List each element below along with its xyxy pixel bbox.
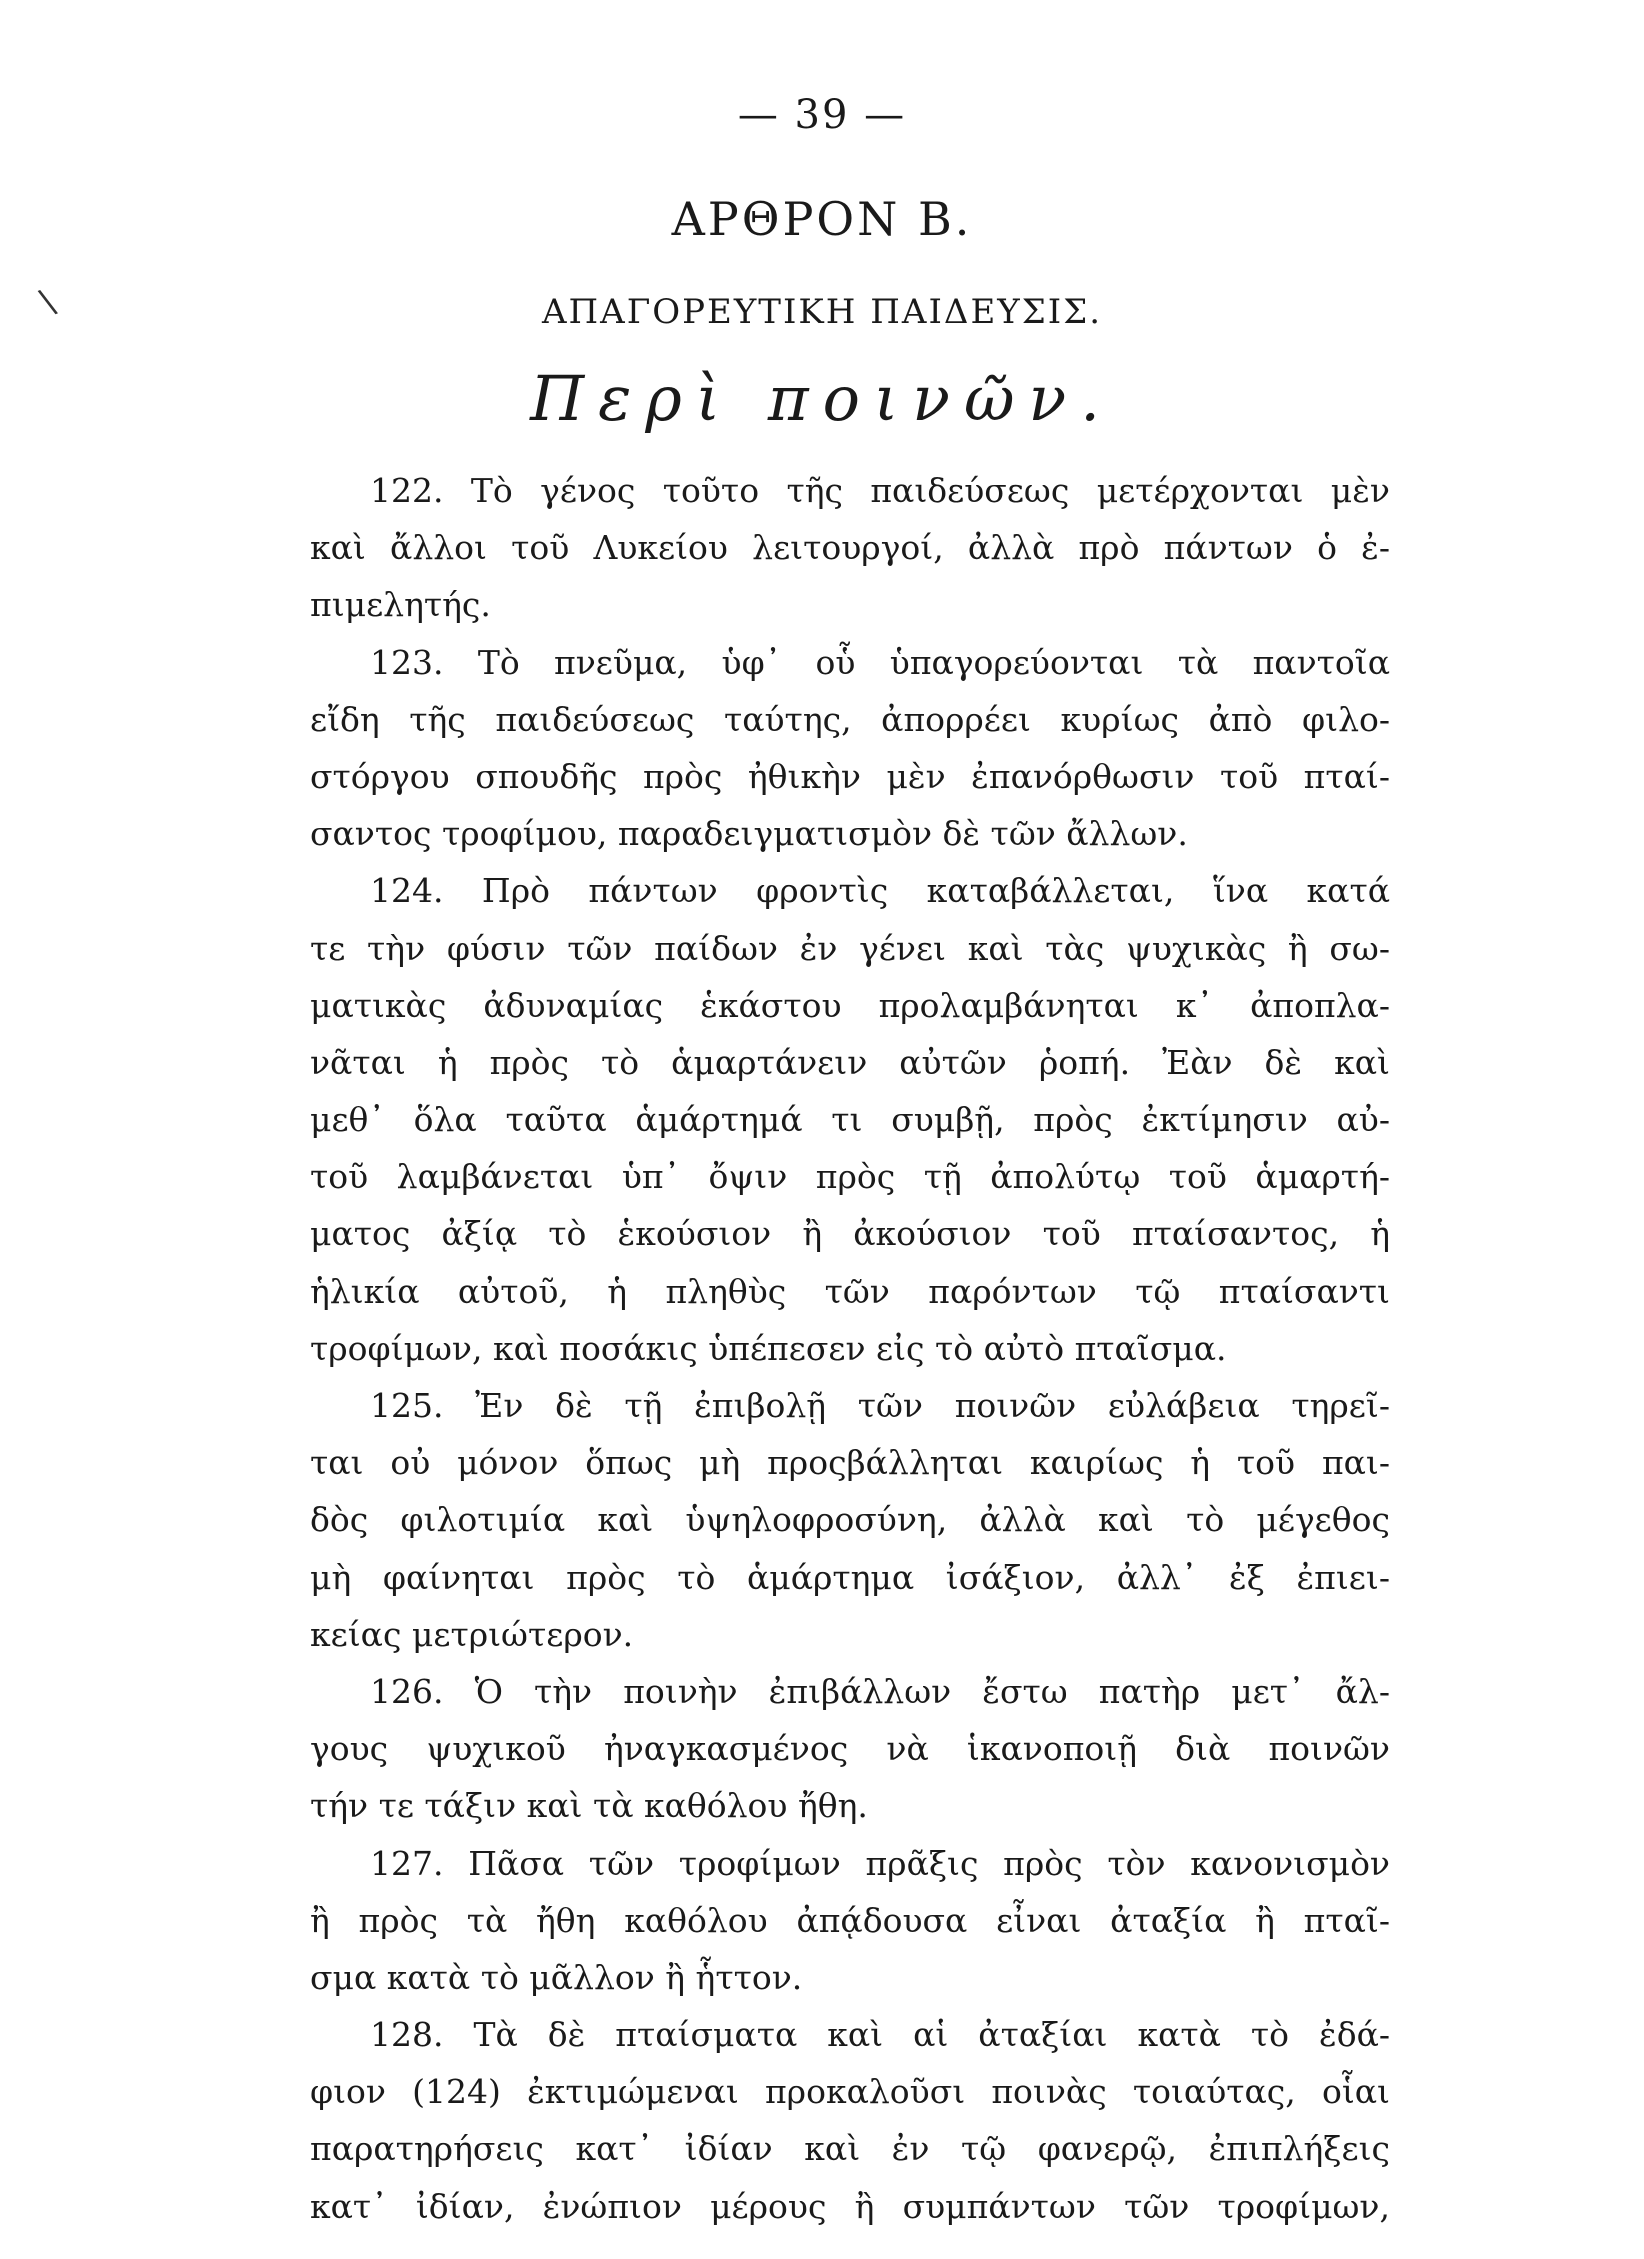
text-line: τροφίμων, καὶ ποσάκις ὑπέπεσεν εἰς τὸ αὐτὸ πταῖσμα. bbox=[310, 1328, 1227, 1368]
text-line: κείας μετριώτερον. bbox=[310, 1614, 634, 1654]
text-line: 128. Τὰ δὲ πταίσματα καὶ αἱ ἀταξίαι κατὰ τὸ ἐδά- bbox=[370, 2015, 1390, 2055]
text-line: εἴδη τῆς παιδεύσεως ταύτης, ἀπορρέει κυρίως ἀπὸ φιλο- bbox=[310, 699, 1390, 739]
text-line: τε τὴν φύσιν τῶν παίδων ἐν γένει καὶ τὰς ψυχικὰς ἢ σω- bbox=[310, 928, 1390, 968]
text-line: ται οὐ μόνον ὅπως μὴ προςβάλληται καιρίως ἡ τοῦ παι- bbox=[310, 1443, 1390, 1483]
text-line: ἡλικία αὐτοῦ, ἡ πληθὺς τῶν παρόντων τῷ πταίσαντι bbox=[310, 1271, 1390, 1311]
subject-title: Περὶ ποινῶν. bbox=[530, 362, 1114, 435]
text-line: ἢ πρὸς τὰ ἤθη καθόλου ἀπᾴδουσα εἶναι ἀταξία ἢ πταῖ- bbox=[310, 1900, 1390, 1940]
text-line: μεθ᾽ ὅλα ταῦτα ἁμάρτημά τι συμβῇ, πρὸς ἐκτίμησιν αὐ- bbox=[310, 1100, 1390, 1140]
text-line: 127. Πᾶσα τῶν τροφίμων πρᾶξις πρὸς τὸν κανονισμὸν bbox=[370, 1843, 1390, 1883]
text-line: ματικὰς ἀδυναμίας ἑκάστου προλαμβάνηται κ᾽ ἀποπλα- bbox=[310, 985, 1390, 1025]
text-line: παρατηρήσεις κατ᾽ ἰδίαν καὶ ἐν τῷ φανερῷ, ἐπιπλήξεις bbox=[310, 2129, 1390, 2169]
stray-ink-mark: \ bbox=[35, 281, 60, 323]
text-line: καὶ ἄλλοι τοῦ Λυκείου λειτουργοί, ἀλλὰ πρὸ πάντων ὁ ἐ- bbox=[310, 528, 1390, 568]
text-line: 122. Τὸ γένος τοῦτο τῆς παιδεύσεως μετέρχονται μὲν bbox=[370, 471, 1390, 510]
text-line: 126. Ὁ τὴν ποινὴν ἐπιβάλλων ἔστω πατὴρ μετ᾽ ἄλ- bbox=[370, 1671, 1390, 1711]
section-title: ΑΠΑΓΟΡΕΥΤΙΚΗ ΠΑΙΔΕΥΣΙΣ. bbox=[541, 292, 1103, 332]
text-line: πιμελητής. bbox=[310, 585, 491, 625]
text-line: γους ψυχικοῦ ἠναγκασμένος νὰ ἱκανοποιῇ διὰ ποινῶν bbox=[310, 1729, 1390, 1769]
text-line: στόργου σπουδῆς πρὸς ἠθικὴν μὲν ἐπανόρθωσιν τοῦ πταί- bbox=[310, 756, 1390, 796]
text-line: τοῦ λαμβάνεται ὑπ᾽ ὄψιν πρὸς τῇ ἀπολύτῳ τοῦ ἁμαρτή- bbox=[310, 1157, 1390, 1197]
text-line: νᾶται ἡ πρὸς τὸ ἁμαρτάνειν αὐτῶν ῥοπή. Ἐὰν δὲ καὶ bbox=[310, 1042, 1390, 1082]
text-line: 124. Πρὸ πάντων φροντὶς καταβάλλεται, ἵνα κατά bbox=[370, 871, 1390, 911]
body-text bbox=[310, 462, 1390, 2235]
text-line: σμα κατὰ τὸ μᾶλλον ἢ ἧττον. bbox=[310, 1957, 803, 1997]
article-title: ΑΡΘΡΟΝ Β. bbox=[671, 192, 973, 246]
text-line: 123. Τὸ πνεῦμα, ὑφ᾽ οὗ ὑπαγορεύονται τὰ παντοῖα bbox=[370, 642, 1390, 682]
page-number: — 39 — bbox=[737, 92, 907, 138]
text-line: δὸς φιλοτιμία καὶ ὑψηλοφροσύνη, ἀλλὰ καὶ τὸ μέγεθος bbox=[310, 1500, 1390, 1540]
text-line: μὴ φαίνηται πρὸς τὸ ἁμάρτημα ἰσάξιον, ἀλλ᾽ ἐξ ἐπιει- bbox=[310, 1557, 1390, 1597]
text-line: τήν τε τάξιν καὶ τὰ καθόλου ἤθη. bbox=[310, 1786, 868, 1826]
text-line: 125. Ἐν δὲ τῇ ἐπιβολῇ τῶν ποινῶν εὐλάβεια τηρεῖ- bbox=[370, 1386, 1390, 1425]
text-line: ματος ἀξίᾳ τὸ ἑκούσιον ἢ ἀκούσιον τοῦ πταίσαντος, ἡ bbox=[310, 1214, 1390, 1254]
text-line: φιον (124) ἐκτιμώμεναι προκαλοῦσι ποινὰς τοιαύτας, οἷαι bbox=[310, 2072, 1390, 2112]
text-line: σαντος τροφίμου, παραδειγματισμὸν δὲ τῶν ἄλλων. bbox=[310, 814, 1188, 854]
text-line: κατ᾽ ἰδίαν, ἐνώπιον μέρους ἢ συμπάντων τῶν τροφίμων, bbox=[310, 2186, 1390, 2226]
